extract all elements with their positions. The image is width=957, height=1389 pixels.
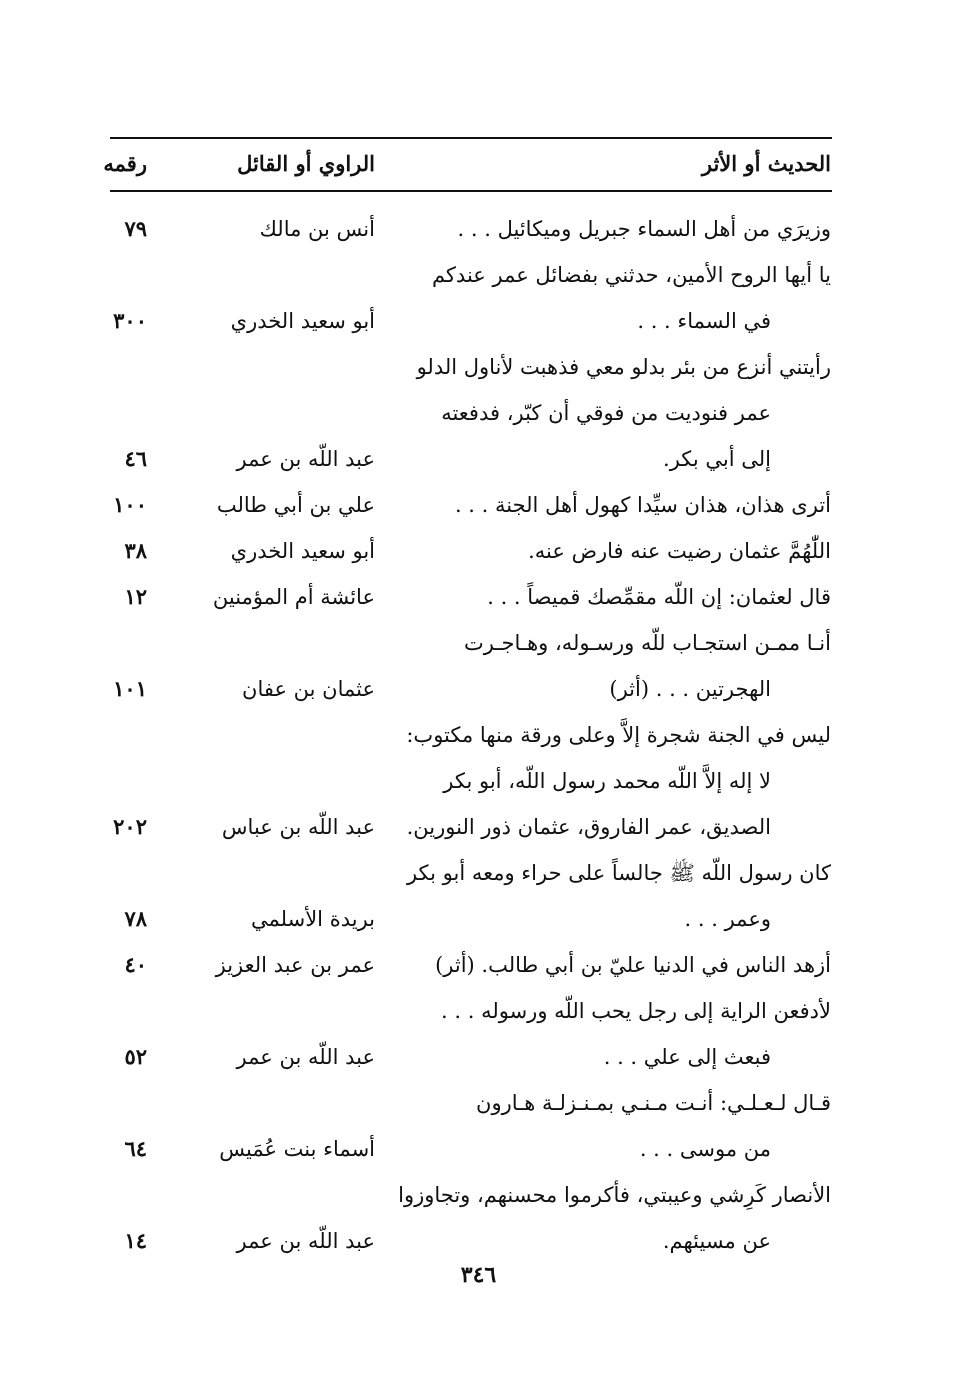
- narrator-cell: علي بن أبي طالب: [216, 493, 375, 517]
- table-row: [0, 528, 957, 574]
- hadith-text-line: يا أيها الروح الأمين، حدثني بفضائل عمر عندكم: [431, 263, 831, 287]
- hadith-text-line: قال لعثمان: إن اللّه مقمِّصك قميصاً . . .: [487, 585, 831, 609]
- number-cell: ٧٩: [124, 216, 147, 241]
- hadith-text-line: الأنصار كَرِشي وعيبتي، فأكرموا محسنهم، وتجاوزوا: [398, 1183, 831, 1207]
- hadith-text-line: ليس في الجنة شجرة إلاَّ وعلى ورقة منها مكتوب:: [406, 723, 831, 747]
- hadith-text-line: رأيتني أنزع من بئر بدلو معي فذهبت لأناول الدلو: [416, 355, 831, 379]
- header-rule: [110, 190, 832, 192]
- narrator-cell: عبد اللّه بن عمر: [236, 447, 375, 471]
- top-rule: [110, 137, 832, 139]
- hadith-text-line: إلى أبي بكر.: [663, 447, 771, 471]
- hadith-text-line: أترى هذان، هذان سيِّدا كهول أهل الجنة . . .: [454, 493, 831, 517]
- hadith-text-line: أزهد الناس في الدنيا عليّ بن أبي طالب. (أثر): [435, 953, 831, 977]
- hadith-text-line: لا إله إلاَّ اللّه محمد رسول اللّه، أبو بكر: [443, 769, 771, 793]
- table-row: [0, 482, 957, 528]
- narrator-cell: أبو سعيد الخدري: [230, 539, 375, 563]
- hadith-table: [0, 206, 957, 1264]
- header-narrator: الراوي أو القائل: [237, 151, 375, 176]
- hadith-text-line: قـال لـعـلـي: أنـت مـنـي بمـنـزلـة هـارون: [476, 1091, 831, 1115]
- table-row: [0, 712, 957, 850]
- table-row: [0, 850, 957, 942]
- table-row: [0, 574, 957, 620]
- narrator-cell: عثمان بن عفان: [242, 677, 375, 701]
- hadith-text-line: كان رسول اللّه ﷺ جالساً على حراء ومعه أبو بكر: [406, 861, 831, 885]
- hadith-text-line: اللّٰهُمَّ عثمان رضيت عنه فارض عنه.: [528, 539, 831, 563]
- hadith-text-line: وعمر . . .: [684, 907, 771, 931]
- hadith-text-line: الهجرتين . . . (أثر): [609, 677, 771, 701]
- narrator-cell: عمر بن عبد العزيز: [215, 953, 375, 977]
- table-row: [0, 620, 957, 712]
- narrator-cell: عبد اللّه بن عمر: [236, 1229, 375, 1253]
- number-cell: ١٠٠: [113, 492, 147, 517]
- narrator-cell: عائشة أم المؤمنين: [212, 585, 375, 609]
- narrator-cell: أسماء بنت عُمَيس: [219, 1137, 375, 1161]
- header-number: رقمه: [103, 151, 147, 176]
- narrator-cell: بريدة الأسلمي: [251, 907, 375, 931]
- hadith-text-line: في السماء . . .: [637, 309, 771, 333]
- header-hadith: الحديث أو الأثر: [701, 151, 831, 176]
- number-cell: ٤٦: [124, 446, 147, 471]
- narrator-cell: أنس بن مالك: [259, 217, 375, 241]
- table-row: [0, 988, 957, 1080]
- number-cell: ٢٠٢: [113, 814, 147, 839]
- hadith-text-line: من موسى . . .: [639, 1137, 771, 1161]
- hadith-text-line: عمر فنوديت من فوقي أن كبّر، فدفعته: [441, 401, 771, 425]
- hadith-text-line: عن مسيئهم.: [662, 1229, 771, 1253]
- number-cell: ٤٠: [124, 952, 147, 977]
- number-cell: ٣٠٠: [113, 308, 147, 333]
- number-cell: ١٤: [124, 1228, 147, 1253]
- table-row: [0, 1172, 957, 1264]
- table-row: [0, 344, 957, 482]
- number-cell: ٧٨: [124, 906, 147, 931]
- hadith-text-line: فبعث إلى علي . . .: [603, 1045, 771, 1069]
- table-row: [0, 206, 957, 252]
- number-cell: ٦٤: [124, 1136, 147, 1161]
- hadith-text-line: وزيرَي من أهل السماء جبريل وميكائيل . . .: [457, 217, 831, 241]
- number-cell: ١٢: [124, 584, 147, 609]
- hadith-text-line: الصديق، عمر الفاروق، عثمان ذور النورين.: [406, 815, 771, 839]
- table-row: [0, 1080, 957, 1172]
- page-number: ٣٤٦: [460, 1262, 497, 1288]
- table-row: [0, 252, 957, 344]
- hadith-text-line: أنـا ممـن استجـاب للّه ورسـوله، وهـاجـرت: [464, 631, 831, 655]
- narrator-cell: أبو سعيد الخدري: [230, 309, 375, 333]
- number-cell: ٣٨: [124, 538, 147, 563]
- table-row: [0, 942, 957, 988]
- number-cell: ١٠١: [113, 676, 147, 701]
- narrator-cell: عبد اللّه بن عمر: [236, 1045, 375, 1069]
- hadith-text-line: لأدفعن الراية إلى رجل يحب اللّه ورسوله . . .: [441, 999, 831, 1023]
- number-cell: ٥٢: [124, 1044, 147, 1069]
- narrator-cell: عبد اللّه بن عباس: [221, 815, 375, 839]
